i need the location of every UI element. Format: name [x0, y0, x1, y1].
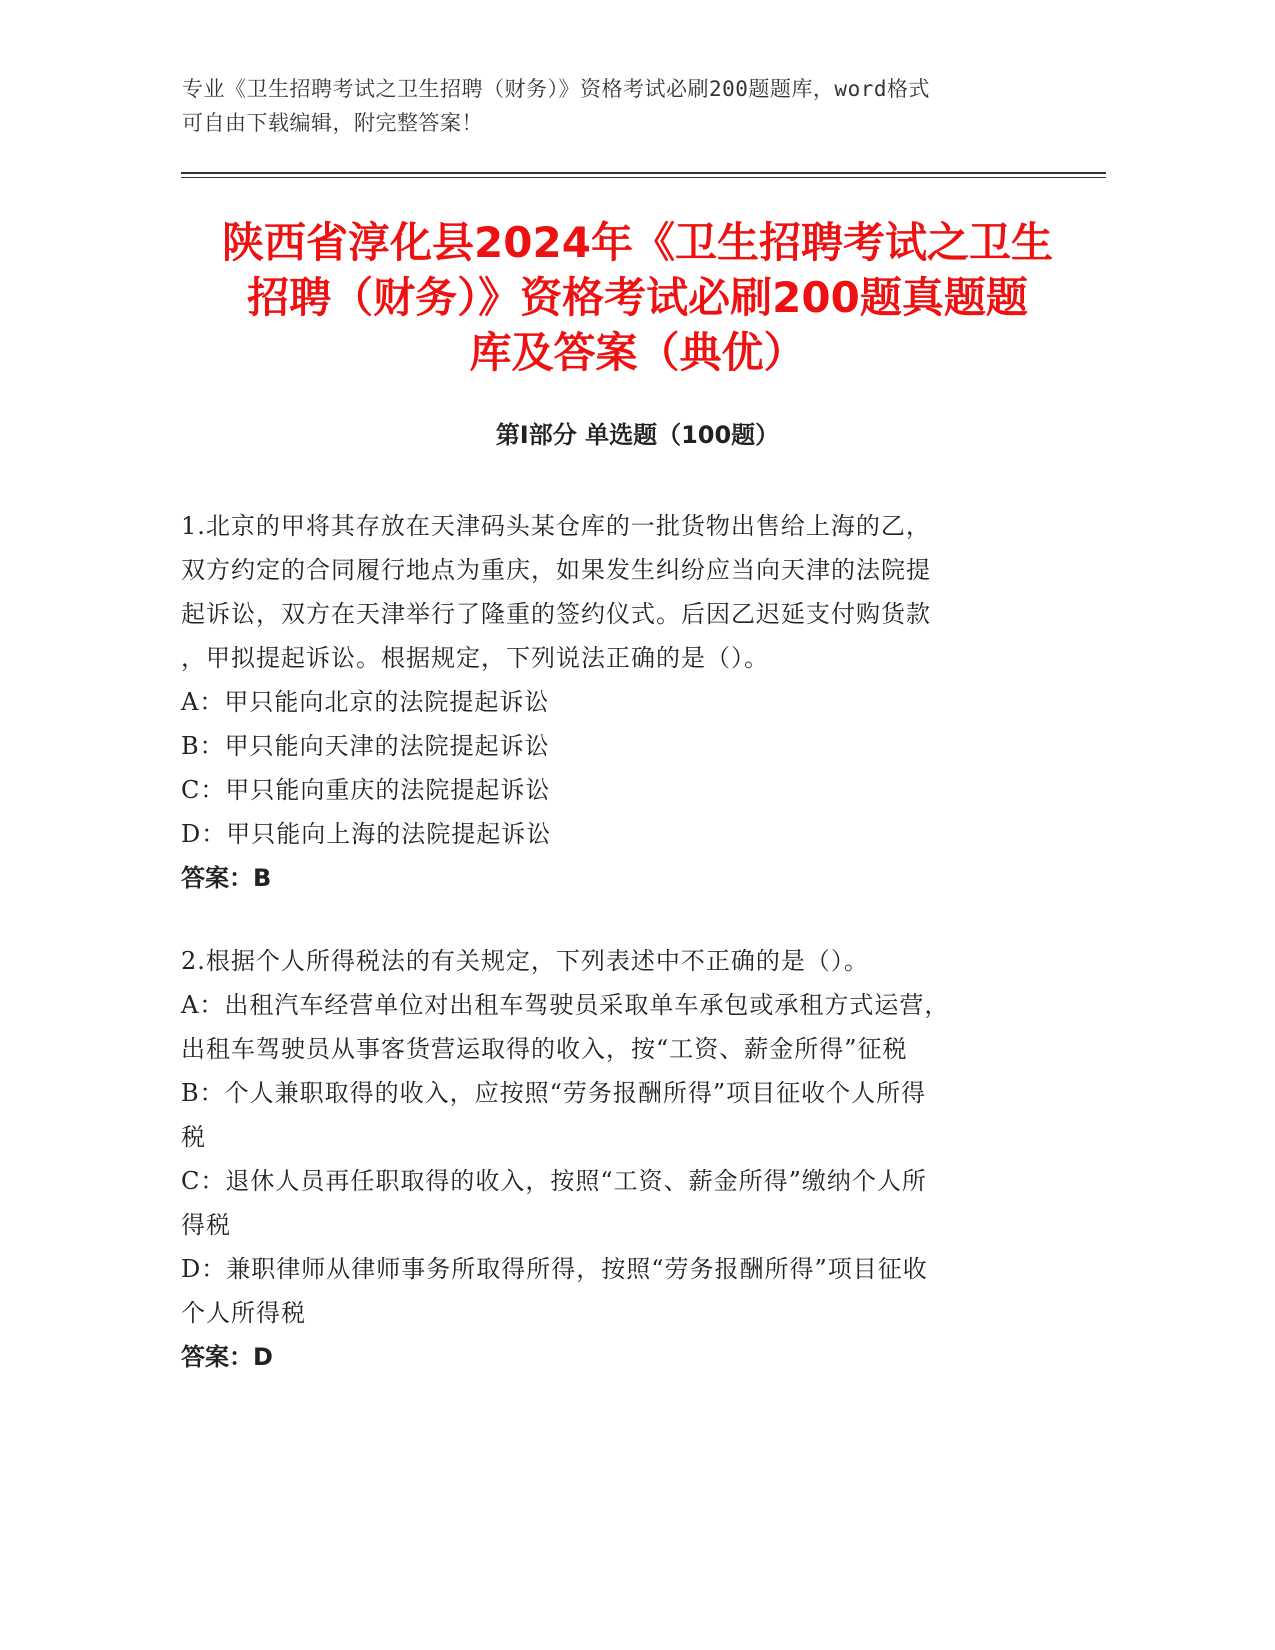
option-b: B：甲只能向天津的法院提起诉讼: [181, 732, 550, 760]
option-d: D：甲只能向上海的法院提起诉讼: [181, 820, 552, 848]
option-d-line: D：兼职律师从律师事务所取得所得，按照“劳务报酬所得”项目征收: [181, 1255, 928, 1283]
option-d-line: 个人所得税: [181, 1299, 306, 1327]
answer-line: 答案：D: [181, 1343, 273, 1371]
section-title: 第Ⅰ部分 单选题（100题）: [495, 421, 780, 449]
option-c: C：甲只能向重庆的法院提起诉讼: [181, 776, 551, 804]
question-stem-line: ，甲拟提起诉讼。根据规定，下列说法正确的是（）。: [181, 644, 769, 672]
header-note-line-1: 专业《卫生招聘考试之卫生招聘（财务）》资格考试必刷200题题库，word格式: [182, 77, 930, 101]
header-divider-thin: [181, 177, 1106, 178]
question-stem-line: 双方约定的合同履行地点为重庆，如果发生纠纷应当向天津的法院提: [181, 556, 931, 584]
answer-line: 答案：B: [181, 864, 272, 892]
question-2: [181, 939, 1031, 1379]
header-note: [182, 72, 1032, 140]
document-title-line-2: 招聘（财务）》资格考试必刷200题真题题: [247, 273, 1028, 322]
option-b-line: B：个人兼职取得的收入，应按照“劳务报酬所得”项目征收个人所得: [181, 1079, 927, 1107]
question-1: [181, 504, 1031, 900]
header-note-line-2: 可自由下载编辑，附完整答案！: [182, 111, 483, 135]
option-a-line: A：出租汽车经营单位对出租车驾驶员采取单车承包或承租方式运营，: [181, 991, 950, 1019]
option-b-line: 税: [181, 1123, 206, 1151]
question-stem-line: 起诉讼，双方在天津举行了隆重的签约仪式。后因乙迟延支付购货款: [181, 600, 931, 628]
header-divider-thick: [181, 172, 1106, 174]
option-c-line: C：退休人员再任职取得的收入，按照“工资、薪金所得”缴纳个人所: [181, 1167, 927, 1195]
question-stem-line: 2.根据个人所得税法的有关规定，下列表述中不正确的是（）。: [181, 947, 869, 975]
document-title-line-3: 库及答案（典优）: [469, 328, 806, 377]
option-a-line: 出租车驾驶员从事客货营运取得的收入，按“工资、薪金所得”征税: [181, 1035, 908, 1063]
option-a: A：甲只能向北京的法院提起诉讼: [181, 688, 550, 716]
option-c-line: 得税: [181, 1211, 231, 1239]
question-stem-line: 1.北京的甲将其存放在天津码头某仓库的一批货物出售给上海的乙，: [181, 512, 931, 540]
document-title: [175, 215, 1100, 380]
document-title-line-1: 陕西省淳化县2024年《卫生招聘考试之卫生: [222, 218, 1053, 267]
